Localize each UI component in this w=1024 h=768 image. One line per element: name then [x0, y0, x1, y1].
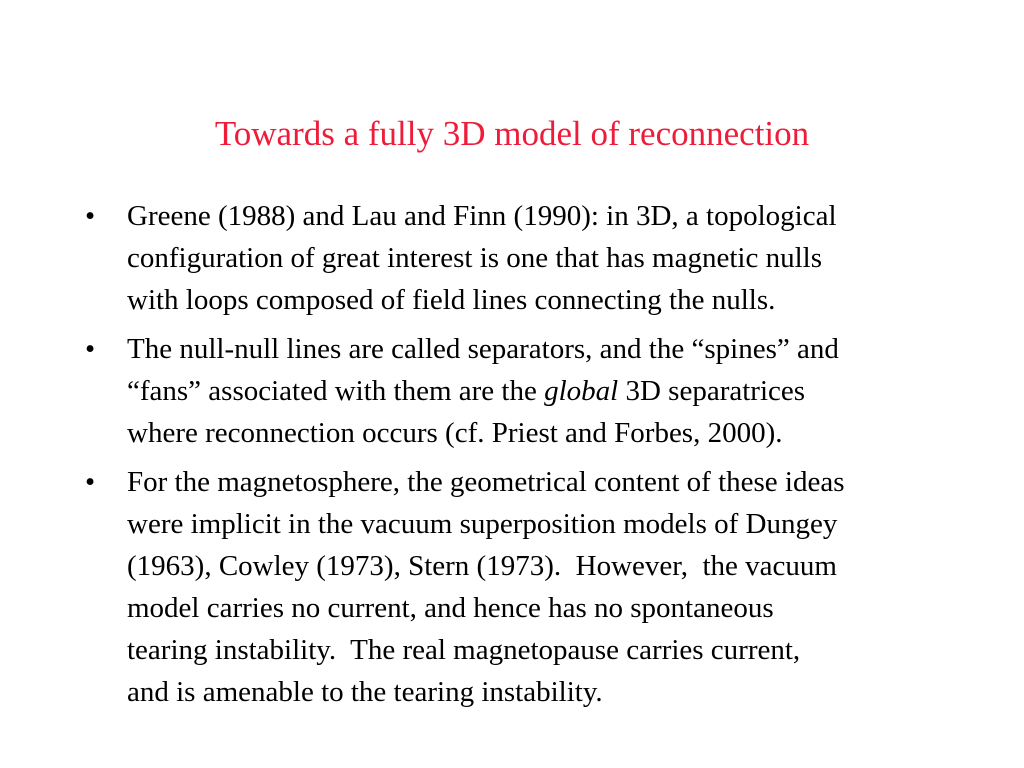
bullet-2-line-2-text-after: 3D separatrices — [618, 375, 806, 407]
bullet-3-line-6: and is amenable to the tearing instability. — [127, 676, 603, 708]
bullet-2-line-3: where reconnection occurs (cf. Priest and Forbes, 2000). — [127, 417, 783, 449]
bullet-2-emphasis-global: global — [544, 375, 619, 407]
bullet-2-line-1: The null-null lines are called separators, and the “spines” and — [127, 333, 839, 365]
bullet-3-line-5: tearing instability. The real magnetopause carries current, — [127, 634, 801, 666]
bullet-icon: • — [85, 333, 96, 365]
bullet-item-1 — [85, 195, 985, 321]
bullet-1-line-1: Greene (1988) and Lau and Finn (1990): in 3D, a topological — [127, 200, 837, 232]
bullet-2-line-2 — [127, 370, 985, 412]
slide-title: Towards a fully 3D model of reconnection — [214, 114, 810, 153]
bullet-icon: • — [85, 466, 96, 498]
bullet-3-line-3: (1963), Cowley (1973), Stern (1973). However, the vacuum — [127, 550, 837, 582]
bullet-1-line-2: configuration of great interest is one that has magnetic nulls — [127, 242, 822, 274]
bullet-list — [85, 195, 985, 720]
bullet-3-line-4: model carries no current, and hence has no spontaneous — [127, 592, 774, 624]
bullet-item-3 — [85, 461, 985, 713]
bullet-1-line-3: with loops composed of field lines connecting the nulls. — [127, 284, 776, 316]
bullet-item-2 — [85, 328, 985, 454]
bullet-3-line-2: were implicit in the vacuum superposition models of Dungey — [127, 508, 838, 540]
bullet-icon: • — [85, 200, 96, 232]
bullet-2-line-2-text-before: “fans” associated with them are the — [127, 375, 545, 407]
bullet-3-line-1: For the magnetosphere, the geometrical content of these ideas — [127, 466, 845, 498]
